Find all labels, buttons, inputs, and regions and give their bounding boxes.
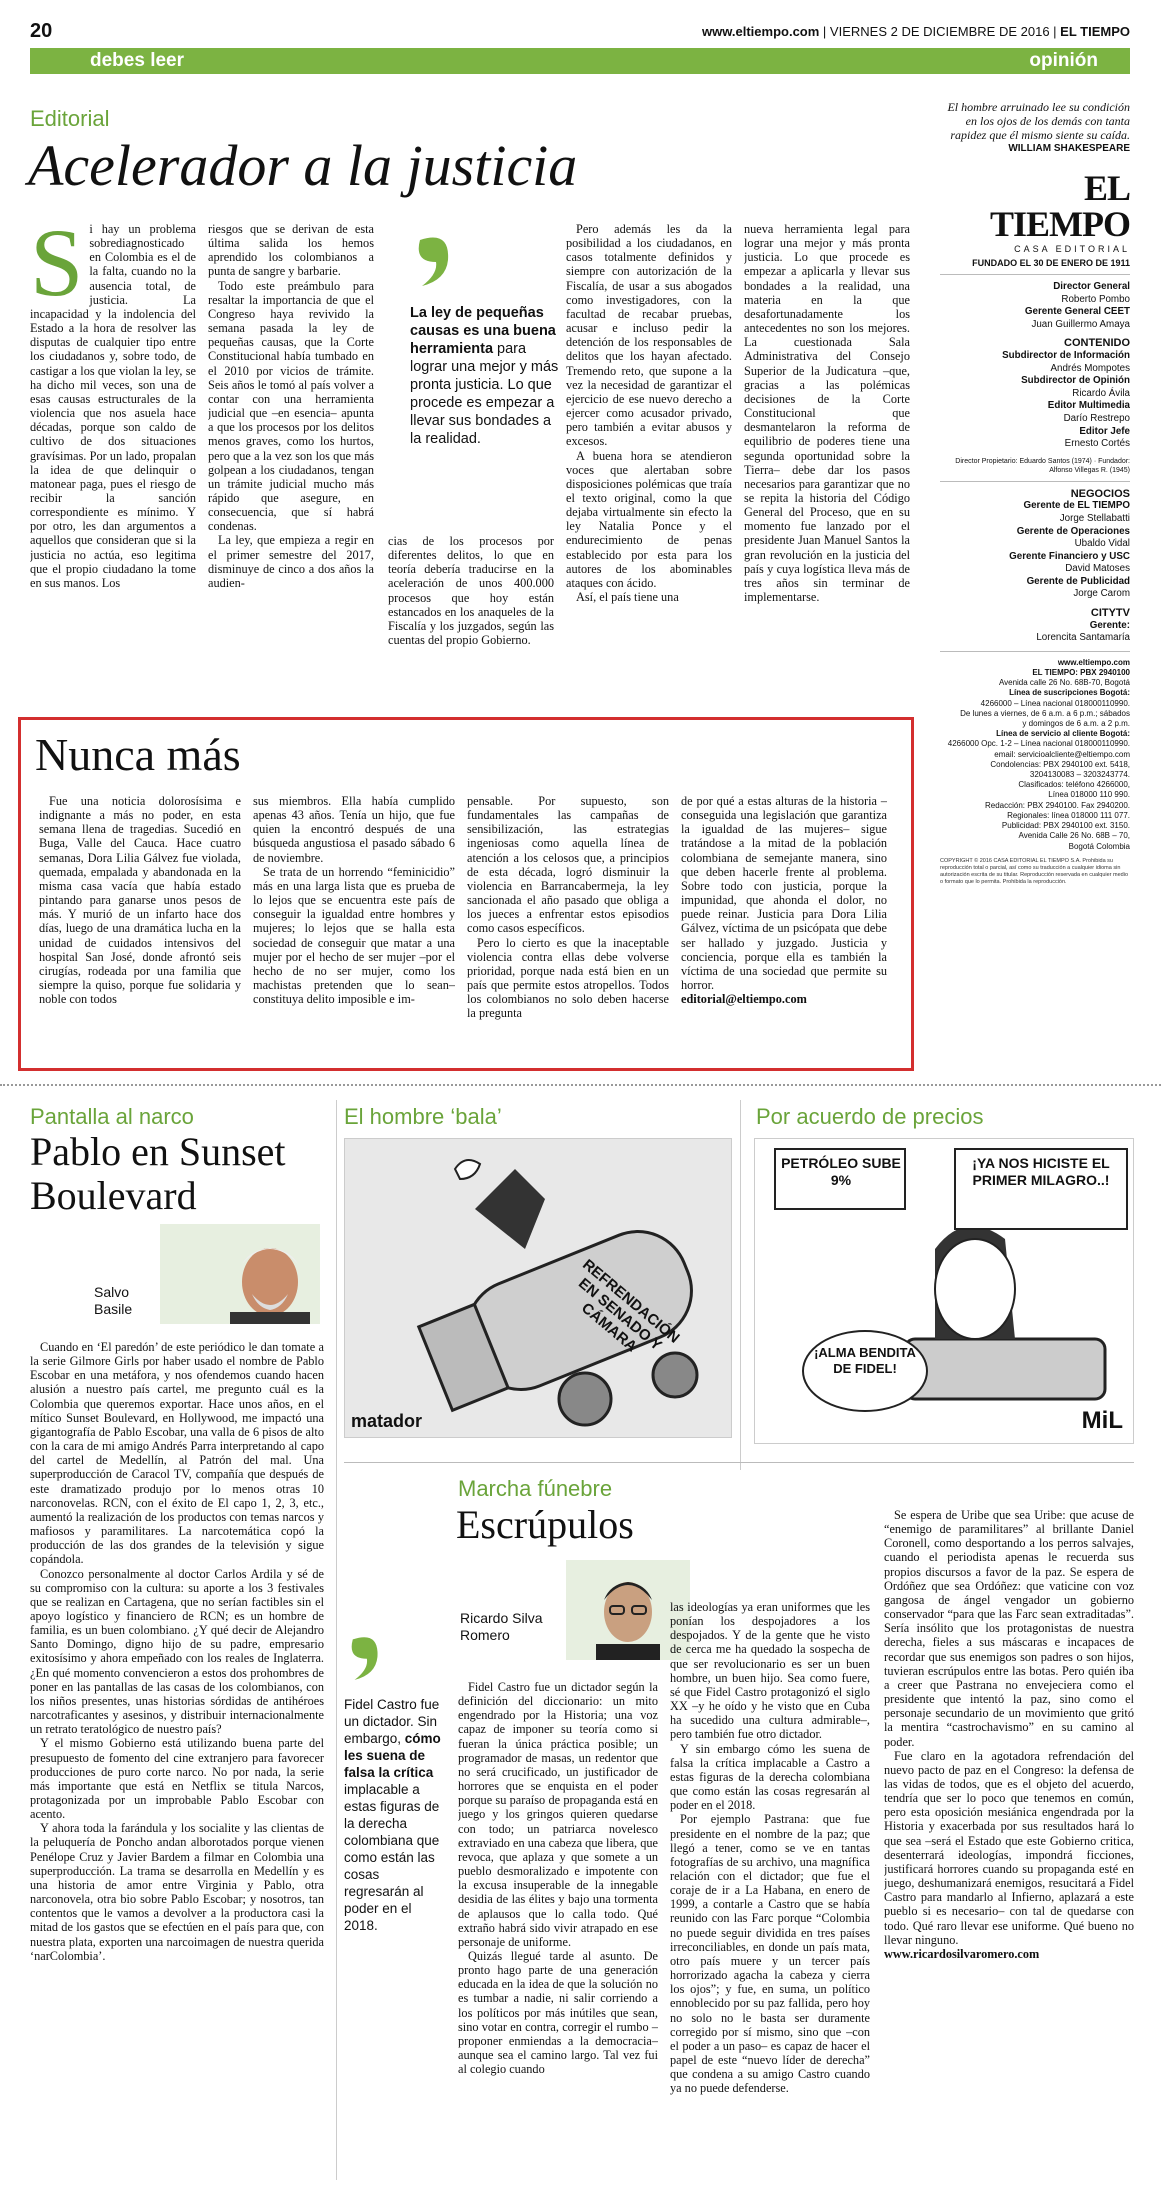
escrupulos-kicker: Marcha fúnebre [458,1476,613,1501]
cartoon2-bubble-3: ¡ALMA BENDITA DE FIDEL! [814,1345,916,1376]
contact-line: 3204130083 – 3203243774. [1029,770,1130,780]
section-divider [0,1084,1161,1086]
masthead-role: Subdirector de Opinión [1021,375,1130,387]
pullquote-c: implacable a estas figuras de la derecha colombiana que como están las cosas regresarán al poder en el 2018. [344,1782,440,1933]
cartoon2-signature: MiL [1081,1407,1123,1434]
masthead-name: Jorge Carom [1073,588,1130,600]
contact-line[interactable]: www.eltiempo.com [1057,657,1130,667]
contact-line: De lunes a viernes, de 6 a.m. a 6 p.m.; sábados [960,708,1130,718]
escrupulos-col-1: Fidel Castro fue un dictador según la definición del diccionario: un mito engendrado por la Historia; una voz capaz de imponer su teoría como si fueran la única práctica posible; un programador de masas, un redentor que no será crucificado, un justificador de horrores que se enquista en el poder porque su paraíso de propaganda está en juego y los gringos quieren quedarse con todo; un patriarca novelesco extraviado en una cabeza que libera, que revoca, que aplaza y que somete a un pueblo desmoralizado e impotente con la excusa insuperable de la innegable desidia de las élites y bajo una tormenta de aplausos que lo calla todo. Qué extraño habrá sido vivir atrapado en ese personaje de uniforme. Quizás llegué tarde al asunto. De pronto hago parte de una generación educada en la idea de que la solución no es tumbar a nadie, ni salir corriendo a los políticos por más inútiles que sean, sino votar en contra, corregir el rumbo –proponer enmiendas a la democracia– aunque sea el camino largo. Tal vez fui al colegio cuando [458,1680,658,2077]
contact-line: Línea de suscripciones Bogotá: [1009,688,1130,698]
contact-line: Bogotá Colombia [1068,841,1130,851]
masthead-name: Jorge Stellabatti [1059,512,1130,524]
contact-line: Regionales: línea 018000 111 077. [1007,810,1130,820]
section-bar [30,48,1130,74]
escrupulos-author: Ricardo Silva Romero [460,1610,543,1643]
escrupulos-col-2: las ideologías ya eran uniformes que les ponían los despojadores a los despojados. Y de la gente que he visto de cerca me ha quedado la sospecha de que ser revolucionario es ser un buen hombre, un buen hijo. Sea como fuere, sé que Fidel Castro protagonizó el siglo XX –y he oído y he visto que en Cuba ha sucedido una cultura admirable–, pero también fue otro dictador. Y sin embargo cómo les suena de falsa la crítica implacable a Castro a estas figuras de la derecha colombiana que como están las cosas regresarán al poder en el 2018. Por ejemplo Pastrana: que fue presidente en el nombre de la paz; que llegó a tener, como se ve en tantas fotografías de su archivo, una magnífica relación con el dictador; que fue el coraje de ir a La Habana, en enero de 1999, a contarle a Castro que se había reunido con las Farc porque “Colombia no puede seguir dividida en tres países irreconciliables, en donde un país mata, otro país muere y un tercer país horrorizado agacha la cabeza y cierra los ojos”; y fue, en suma, un político ennoblecido por su paz fallida, pero hoy no solo no le basta ser duramente corregido por sí mismo, sino que –con el poder a un paso– es capaz de hacer el papel de este “nuevo líder de derecha” que condena a su amigo Castro cuando ya no puede defenderse. [670,1600,870,2096]
masthead-name: Roberto Pombo [1061,293,1130,305]
masthead-role: Gerente Financiero y USC [1009,550,1130,562]
masthead-name: Darío Restrepo [1063,412,1130,424]
cartoon2 [754,1138,1134,1444]
nunca-col-2: sus miembros. Ella había cumplido apenas 43 años. Tenía un hijo, que fue quien la encontró después de una búsqueda angustiosa el pasado sábado 6 de noviembre. Se trata de un horrendo “feminicidio” más en una larga lista que es prueba de lo lejos que se encuentra este país de conseguir la igualdad entre hombres y mujeres; lo lejos que se halla esta sociedad de conseguir que matar a una mujer por el hecho de ser mujer –por el hecho de no ser mujer, como los machistas pretenden que lo sean– constituya delito imposible e im- [253,794,455,1007]
quote-mark-icon [344,1630,388,1684]
editorial-col-5: nueva herramienta legal para lograr una mejor y más pronta justicia. Lo que procede es empezar a aplicarla y llevar sus bondades a la realidad, una materia en la que desafortunadamente los antecedentes no son los mejores. La cuestionada Sala Administrativa del Consejo Superior de la Judicatura –que, gracias a las polémicas decisiones de la Corte Constitucional que desmantelaron la reforma de equilibrio de poderes tiene una segunda oportunidad sobre la Tierra– debe dar los pasos necesarios para garantizar que no se repita la historia del Código General del Proceso, que en su momento fue lanzado por el presidente Juan Manuel Santos la gran revolución en la justicia del país y cuya logística lleva más de tres años sin terminar de implementarse. [744,222,910,605]
editorial-col-2: riesgos que se derivan de esta última salida los hemos aprendido los colombianos a punta de sangre y barbarie. Todo este preámbulo para resaltar la importancia de que el Congreso haya revivido la semana pasada la ley de pequeñas causas, que la Corte Constitucional había tumbado en el 2010 por vicios de trámite. Seis años le tomó al país volver a contar con una herramienta judicial que –en esencia– apunta a que los procesos por los delitos menos graves, como los hurtos, pero que a la vez son los que más golpean a los ciudadanos, tengan un trámite judicial mucho más rápido que asegure, en consecuencia, que sí habrá condenas. La ley, que empieza a regir en el primer semestre del 2017, disminuye de cinco a dos años la audien- [208,222,374,590]
editorial-dropcap: S [30,222,84,316]
editorial-pullquote [410,230,560,448]
masthead-role: Director General [1053,281,1130,292]
pablo-body: Cuando en ‘El paredón’ de este periódico le dan tomate a la serie Gilmore Girls por haber usado el nombre de Pablo Escobar en una metáfora, y nos ofendemos cuando hacen alusión a nuestro país cartel, me pregunto cuál es la Colombia que queremos exportar. Hace unos años, en el mítico Sunset Boulevard, en Hollywood, me impactó una gigantografía de Pablo Escobar, una valla de 6 pisos de alto con la cara de mi amigo Andrés Parra interpretando al capo del cartel de Medellín, al Patrón del mal. Una superproducción de Caracol TV, compañía que después de este dramatizado produjo por lo menos otras 10 narconovelas. RCN, con el éxito de El capo 1, 2, 3, etc., aumentó la realización de los productos con temas narcos y mafiosos y paramilitares. La narcotemática copó la producción de las dos grandes de la televisión y sigue copándola. Conozco personalmente al doctor Carlos Ardila y sé de su compromiso con la cultura: su aporte a los 3 festivales que se realizan en Cartagena, que no serían factibles sin el apoyo logístico y financiero de RCN; es un hombre de familia, es un buen colombiano. ¿Y qué decir de Alejandro Santo Domingo, digno hijo de su padre, empresario exitosísimo y ahora empeñado con los reales de Inglaterra. ¿En qué momento convencieron a estos dos prohombres de poner en las pantallas de las casas de los colombianos, con los niños presentes, unas historias sórdidas de antihéroes narcotraficantes y asesinos, y distribuir internacionalmente un retrato teratológico de nuestro país? Y el mismo Gobierno está utilizando buena parte del presupuesto de fomento del cine extranjero para favorecer producciones de puro corte narco. No por nada, la serie más importante que está en Netflix se titula Narcos, protagonizada por un improbable Pablo Escobar con acento. Y ahora toda la farándula y los socialite y las clientas de la peluquería de Poncho andan alborotados porque vienen Penélope Cruz y Javier Bardem a filmar en Colombia una superproducción. La trama se desarrolla en Medellín y es una historia de amor entre Virginia y Pablo, otra narconovela, otra bio sobre Pablo Escobar; y nosotros, tan contentos que le vamos a devolver a la productora casi la mitad de los gastos que se efectúen en el país para que, con nuestra plata, exporten una narcoimagen de nuestra querida ‘narColombia’. [30,1340,324,1963]
masthead [940,100,1130,886]
cartoon1-cannon-text: REFRENDACIÓN EN SENADO Y CÁMARA [575,1256,683,1356]
contact-line: Avenida Calle 26 No. 68B – 70, [1018,831,1130,841]
cartoon1-signature: matador [351,1411,423,1431]
contact-line: Condolencias: PBX 2940100 ext. 5418, [990,759,1130,769]
masthead-name: Lorencita Santamaría [1036,632,1130,644]
cartoon1-title: El hombre ‘bala’ [344,1104,502,1129]
masthead-business [940,488,1130,645]
editorial-col-1: S i hay un problema sobrediagnosticado en Colombia es el de la falta, cuando no la ausencia total, de justicia. La incapacidad y la indolencia del Estado a la hora de resolver las disputas de cualquier tipo entre los ciudadanos y, sobre todo, de castigar a los que violan la ley, se ha dicho mil veces, son una de esas causas estructurales de la violencia que nos asuela hace décadas, porque son caldo de cultivo de dos situaciones gravísimas. Por un lado, propalan la idea de que delinquir o matonear paga, pues el riesgo de recibir la sanción correspondiente es mínimo. Y por otro, les dan argumentos a aquellos que consideran que si la justicia no actúa, eso legitima que el propio ciudadano la tome en sus manos. Los [30,222,196,590]
author-portrait-icon [160,1224,320,1324]
cartoon1 [344,1138,732,1438]
masthead-role: CITYTV [1090,607,1130,620]
salvo-basile-photo [160,1224,320,1324]
masthead-role: Subdirector de Información [1002,349,1130,361]
nunca-email[interactable]: editorial@eltiempo.com [681,992,807,1007]
editorial-col-3: cias de los procesos por diferentes delitos, lo que en teoría debería traducirse en la aceleración de unos 400.000 procesos que hoy están estancados en los anaqueles de la Fiscalía y los juzgados, según las cuentas del propio Gobierno. [388,534,554,648]
masthead-role: Editor Multimedia [1047,400,1130,412]
pullquote-b: cómo les suena de falsa la crítica [344,1731,441,1780]
masthead-contact [940,658,1130,852]
contact-line: 4266000 Opc. 1-2 – Línea nacional 018000110990. [947,739,1130,749]
nunca-col-1: Fue una noticia dolorosísima e indignante a más no poder, en esta semana llena de tragedias. Sucedió en Buga, Valle del Cauca. Hace cuatro semanas, Dora Lilia Gálvez fue violada, quemada, empalada y abandonada en la misma casa vacía que había estado pintando para ganarse unos pesos de más. Y murió de un infarto hace dos días, luego de una dramática lucha en la unidad de cuidados intensivos del hospital San José, donde afrontó seis cirugías, rodeada por una familia que siempre la quiso, porque fue solidaria y noble con todos [39,794,241,1007]
pullquote-a: Fidel Castro fue un dictador. Sin embargo, [344,1697,440,1746]
page-header: 20 www.eltiempo.com | VIERNES 2 DE DICIEMBRE DE 2016 | EL TIEMPO [30,20,1130,42]
contact-line: Línea de servicio al cliente Bogotá: [996,729,1130,739]
nunca-mas-title: Nunca más [35,729,241,780]
masthead-logo: EL TIEMPO [989,168,1130,244]
masthead-name: Ubaldo Vidal [1074,538,1130,550]
masthead-name: Juan Guillermo Amaya [1031,318,1130,330]
nunca-col-4: de por qué a estas alturas de la historia –conseguida una legislación que garantiza la igualdad de las mujeres– sigue tratándose a la mitad de la población colombiana de semejante manera, sino que deben hacerle frente al problema. Sobre todo con justicia, porque la impunidad, que ahonda el dolor, no puede reinar. Justicia para Dora Lilia Gálvez, víctima de un psicópata que debe ser hallado y juzgado. Justicia y conciencia, porque ella es también la víctima de una sociedad que permite su horror. editorial@eltiempo.com [681,794,887,1007]
masthead-role: Gerente de Operaciones [1016,525,1130,537]
brand-name: EL TIEMPO [1060,24,1130,39]
escrupulos-url[interactable]: www.ricardosilvaromero.com [884,1946,1040,1961]
contact-line: email: servicioalcliente@eltiempo.com [994,749,1130,759]
nunca-mas-box [18,717,914,1071]
pullquote-rest: para lograr una mejor y más pronta justicia. Lo que procede es empezar a llevar sus bondades a la realidad. [410,341,559,447]
site-url[interactable]: www.eltiempo.com [702,24,820,39]
masthead-role: Gerente: [1089,619,1130,631]
section-right: opinión [1029,50,1098,71]
masthead-role: NEGOCIOS [1070,487,1130,500]
cartoon2-bubble-1: PETRÓLEO SUBE 9% [781,1155,901,1188]
masthead-name: Ricardo Ávila [1072,387,1130,399]
contact-line: Avenida calle 26 No. 68B-70, Bogotá [998,678,1130,688]
contact-line: Clasificados: teléfono 4266000, [1018,780,1130,790]
masthead-role: CONTENIDO [1064,337,1130,350]
page-number: 20 [30,20,53,42]
escrupulos-title: Escrúpulos [456,1502,634,1547]
pullquote-bold: La ley de pequeñas causas es una buena herramienta [410,305,556,357]
contact-line: EL TIEMPO: PBX 2940100 [1032,668,1130,678]
contact-line: Publicidad: PBX 2940100 ext. 3150. [1001,821,1130,831]
masthead-role: Gerente de EL TIEMPO [1023,500,1130,512]
masthead-role: Editor Jefe [1079,425,1130,437]
masthead-copyright: COPYRIGHT © 2016 CASA EDITORIAL EL TIEMPO S.A. Prohibida su reproducción total o parcial, así como su traducción a cualquier idioma sin autorización escrita de su titular. Reproducción reservada en cualquier medio o formato que lo permita. Prohibida la reproducción. [940,857,1129,885]
masthead-owners: Director Propietario: Eduardo Santos (1974) · Fundador: Alfonso Villegas R. (1945) [955,457,1130,474]
nunca-col-3: pensable. Por supuesto, son fundamentales las campañas de sensibilización, las estrategias ingeniosas como aquella línea de atención a los celosos que, a principios de esta década, logró disminuir la violencia en Barrancabermeja, la ley sancionada el año pasado que obliga a los jueces a enfrentar estos episodios como casos específicos. Pero lo cierto es que la inaceptable violencia contra ellas debe volverse prioridad, porque nada está bien en un país que permite estos atropellos. Todos los colombianos no solo deben hacerse la pregunta [467,794,669,1021]
pablo-title: Pablo en Sunset Boulevard [30,1129,286,1218]
section-left: debes leer [90,50,184,71]
editorial-title: Acelerador a la justicia [28,133,578,198]
pablo-kicker: Pantalla al narco [30,1104,194,1129]
quote-mark-icon [410,230,460,290]
masthead-role: Gerente de Publicidad [1026,575,1130,587]
pablo-author: Salvo Basile [94,1284,133,1317]
masthead-staff [940,281,1130,451]
contact-line: Línea 018000 110 990. [1048,790,1130,800]
masthead-name: David Matoses [1065,563,1130,575]
masthead-role: Gerente General CEET [1024,306,1130,318]
masthead-name: Andrés Mompotes [1050,362,1130,374]
escrupulos-pullquote [344,1630,448,1934]
escrupulos-col-3: Se espera de Uribe que sea Uribe: que acuse de “enemigo de paramilitares” al brillante Daniel Coronell, como desportando a los perros salvajes, cuando el periodista apenas le recuerda sus propios discursos a favor de la paz. Se espera de Ordóñez que sea Ordóñez: que vaticine con voz gangosa de ángel vengador un gobierno conservador “para que las Farc sean extraditadas”. Sería insólito que los protagonistas de nuestra derecha, fieles a sus máscaras e incapaces de recordar que sus enemigos son padres o son hijos, tuvieran escrúpulos entre las botas. Pero quién iba a creer que Pastrana no envejeciera como el presidente que intentó la paz, sino como el personaje secundario de un movimiento que gritó la mentira “castrochavismo” en su camino al poder. Fue claro en la agotadora refrendación del nuevo pacto de paz en el Congreso: la defensa de las vidas de todos, que es el objeto del acuerdo, tendría que ser lo poco que tenemos en común, pero esta oposición mesiánica engendrada por la Historia y exacerbada por sus resultados hará lo que sea –será el Estado que este Gobierno critica, desenterrará ideologías, impondrá ficciones, justificará horrores cuando su propaganda esté en juego, deshumanizará enemigos, resucitará a Fidel Castro para mandarlo al Infierno, aplazará a este pueblo si es necesario– con tal de quedarse con todo. Qué raro llevar ese uniforme. Qué bueno no llevar ninguno. www.ricardosilvaromero.com [884,1508,1134,1961]
editorial-col-4: Pero además les da la posibilidad a los ciudadanos, en casos totalmente definidos y siempre con autorización de la Fiscalía, de usar a sus abogados como investigadores, con la facultad de recabar pruebas, acusar e incluso pedir la detención de los responsables de delitos que los hayan afectado. Tremendo reto, que supone a la vez la necesidad de garantizar el ejercicio de ese nuevo derecho a ejercer como acusador privado, pero también a evitar abusos y excesos. A buena hora se atendieron voces que alertaban sobre disposiciones polémicas que traía el texto original, como la que dejaba virtualmente sin efecto la ley Natalia Ponce y el endurecimiento de penas establecido por esta para los autores de los abominables ataques con ácido. Así, el país tiene una [566,222,732,605]
issue-date: VIERNES 2 DE DICIEMBRE DE 2016 [829,24,1050,39]
cartoon2-title: Por acuerdo de precios [756,1104,984,1129]
masthead-logo-sub: CASA EDITORIAL [1014,244,1130,254]
editorial-kicker: Editorial [30,106,110,131]
contact-line: y domingos de 6 a.m. a 2 p.m. [1022,719,1130,729]
cannon-cartoon-icon [345,1139,732,1438]
contact-line: 4266000 – Línea nacional 018000110990. [980,698,1130,708]
masthead-name: Ernesto Cortés [1064,438,1130,450]
masthead-quote-author: WILLIAM SHAKESPEARE [1008,143,1130,154]
masthead-founded: FUNDADO EL 30 DE ENERO DE 1911 [972,258,1130,268]
masthead-quote: El hombre arruinado lee su condición en los ojos de los demás con tanta rapidez que él mismo siente su caída. [947,100,1130,142]
contact-line: Redacción: PBX 2940100. Fax 2940200. [985,800,1130,810]
cartoon2-bubble-2: ¡YA NOS HICISTE EL PRIMER MILAGRO..! [972,1155,1110,1188]
